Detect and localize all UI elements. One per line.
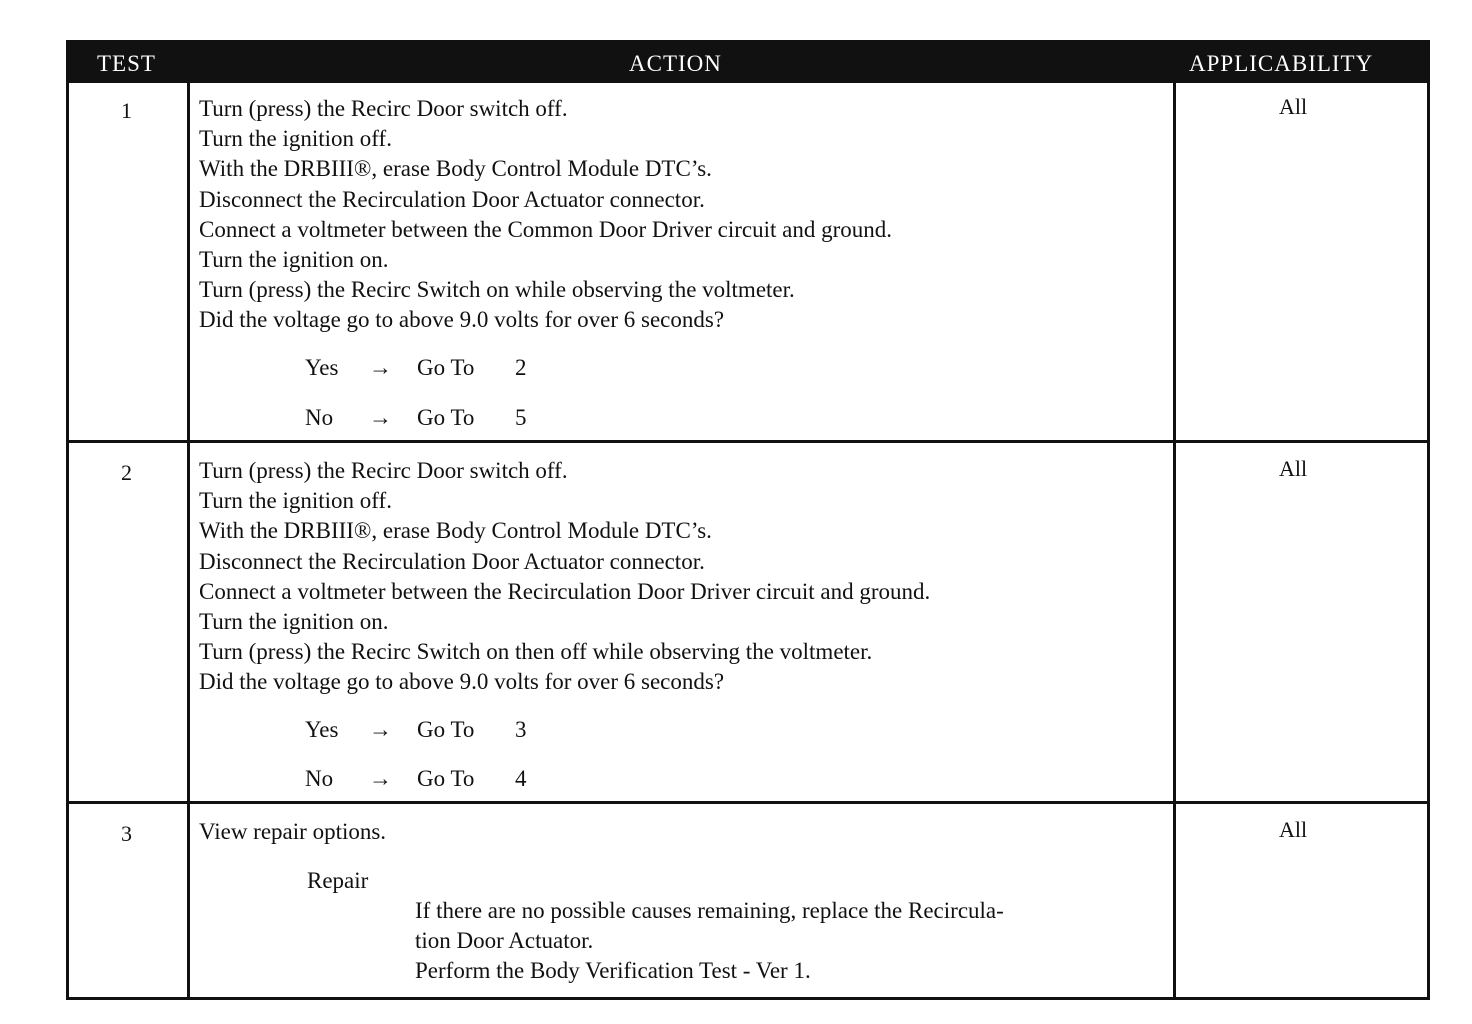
goto-label: Go To <box>417 355 475 380</box>
goto-target: 4 <box>515 766 527 791</box>
action-line: Turn (press) the Recirc Switch on then off while observing the voltmeter. <box>199 639 873 665</box>
action-line: Connect a voltmeter between the Common Door Driver circuit and ground. <box>199 216 892 242</box>
action-line: With the DRBIII®, erase Body Control Module DTC’s. <box>199 156 712 182</box>
goto-target: 3 <box>515 717 527 742</box>
action-line: Did the voltage go to above 9.0 volts for over 6 seconds? <box>199 669 725 695</box>
arrow-icon: → <box>369 717 392 742</box>
applicability-value: All <box>1279 94 1308 119</box>
branch-yes <box>305 717 527 743</box>
repair-line: tion Door Actuator. <box>415 928 594 953</box>
action-line: Turn (press) the Recirc Door switch off. <box>199 96 568 121</box>
goto-label: Go To <box>417 717 475 742</box>
row-divider <box>69 440 1427 443</box>
goto-target: 5 <box>515 405 527 430</box>
action-line: Disconnect the Recirculation Door Actuator connector. <box>199 548 705 574</box>
branch-yes <box>305 355 527 381</box>
arrow-icon: → <box>369 405 392 430</box>
action-line: With the DRBIII®, erase Body Control Module DTC’s. <box>199 518 712 544</box>
repair-line: Perform the Body Verification Test - Ver 1. <box>415 958 811 983</box>
applicability-value: All <box>1279 456 1308 481</box>
action-steps <box>199 94 892 336</box>
header-applicability: APPLICABILITY <box>1189 51 1374 76</box>
branch-answer: No <box>305 766 334 791</box>
branch-no <box>305 405 527 431</box>
repair-instructions <box>415 896 1175 986</box>
action-line: View repair options. <box>199 819 387 844</box>
action-line: Turn (press) the Recirc Door switch off. <box>199 458 568 483</box>
applicability-value: All <box>1279 817 1308 842</box>
action-line: Turn (press) the Recirc Switch on while observing the voltmeter. <box>199 277 795 303</box>
arrow-icon: → <box>369 355 392 380</box>
branch-no <box>305 766 527 792</box>
branch-answer: No <box>305 405 334 430</box>
repair-line: If there are no possible causes remaining, replace the Recircula- <box>415 898 1004 923</box>
branch-answer: Yes <box>305 717 339 742</box>
test-number: 3 <box>121 821 132 846</box>
action-steps <box>199 456 930 698</box>
action-line: Disconnect the Recirculation Door Actuator connector. <box>199 186 705 212</box>
action-line: Turn the ignition on. <box>199 609 389 635</box>
arrow-icon: → <box>369 766 392 791</box>
column-divider <box>1173 83 1176 997</box>
repair-label: Repair <box>307 868 369 893</box>
action-line: Turn the ignition on. <box>199 247 389 273</box>
header-action: ACTION <box>629 51 722 76</box>
goto-label: Go To <box>417 405 475 430</box>
action-line: Connect a voltmeter between the Recirculation Door Driver circuit and ground. <box>199 578 931 604</box>
diagnostic-test-table <box>66 40 1430 1000</box>
table-header <box>69 43 1427 83</box>
test-number: 1 <box>121 98 132 123</box>
branch-answer: Yes <box>305 355 339 380</box>
header-test: TEST <box>97 51 156 76</box>
row-divider <box>69 801 1427 804</box>
goto-label: Go To <box>417 766 475 791</box>
action-line: Turn the ignition off. <box>199 126 392 152</box>
test-number: 2 <box>121 460 132 485</box>
action-steps <box>199 817 386 847</box>
action-line: Did the voltage go to above 9.0 volts for over 6 seconds? <box>199 307 725 333</box>
goto-target: 2 <box>515 355 527 380</box>
action-line: Turn the ignition off. <box>199 488 392 514</box>
column-divider <box>187 83 190 997</box>
